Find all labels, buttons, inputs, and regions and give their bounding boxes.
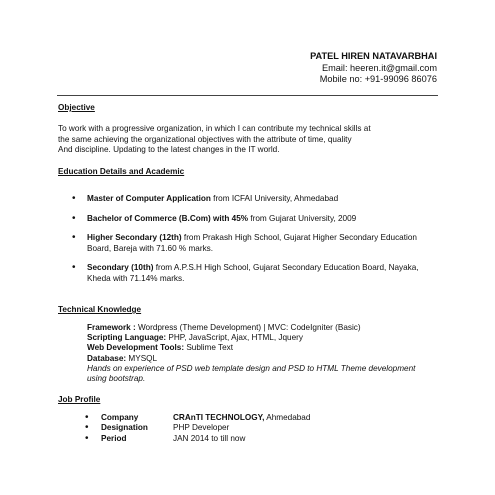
- company-location: Ahmedabad: [264, 413, 311, 422]
- objective-line: To work with a progressive organization, in which I can contribute my technical skills at: [58, 124, 371, 133]
- job-item-company: [58, 413, 310, 423]
- job-list: [58, 413, 310, 444]
- designation-label: Designation: [101, 423, 148, 433]
- framework-value: Wordpress (Theme Development) | MVC: CodeIgniter (Basic): [135, 323, 361, 332]
- scripting-label: Scripting Language:: [87, 333, 167, 343]
- education-item: [58, 263, 438, 284]
- framework-row: [87, 323, 437, 333]
- email-line: Email: heeren.it@gmail.com: [321, 62, 437, 73]
- contact-header: [310, 51, 437, 86]
- objective-heading: Objective: [58, 103, 95, 112]
- scripting-value: PHP, JavaScript, Ajax, HTML, Jquery: [166, 333, 303, 343]
- education-degree: Master of Computer Application: [87, 194, 211, 203]
- webtools-value: Sublime Text: [184, 343, 234, 353]
- scripting-row: [87, 333, 437, 343]
- company-label: Company: [101, 413, 139, 422]
- education-degree: Higher Secondary (12th): [87, 233, 182, 242]
- objective-line: And discipline. Updating to the latest changes in the IT world.: [58, 145, 280, 155]
- education-degree: Secondary (10th): [87, 263, 154, 272]
- technical-block: [87, 323, 437, 384]
- education-item: [58, 233, 438, 254]
- technical-heading: Technical Knowledge: [58, 305, 142, 314]
- education-item: [58, 194, 438, 205]
- job-heading: Job Profile: [58, 395, 101, 404]
- database-row: [87, 354, 437, 364]
- education-list: [58, 194, 438, 284]
- education-detail: from ICFAI University, Ahmedabad: [210, 194, 339, 203]
- database-value: MYSQL: [126, 353, 158, 363]
- mobile-line: Mobile no: +91-99096 86076: [319, 74, 437, 84]
- experience-note: Hands on experience of PSD web template design and PSD to HTML Theme development using bootstrap.: [87, 363, 416, 384]
- framework-label: Framework :: [87, 323, 136, 332]
- webtools-label: Web Development Tools:: [87, 343, 185, 353]
- designation-value: PHP Developer: [173, 423, 230, 433]
- objective-text: [58, 124, 438, 156]
- header-divider: [57, 95, 438, 96]
- education-degree: Bachelor of Commerce (B.Com) with 45%: [87, 213, 249, 223]
- candidate-name: PATEL HIREN NATAVARBHAI: [310, 51, 437, 61]
- period-label: Period: [101, 433, 127, 443]
- education-detail: from Gujarat University, 2009: [248, 213, 357, 223]
- objective-line: the same achieving the organizational objectives with the attribute of time, quality: [58, 134, 352, 144]
- period-value: JAN 2014 to till now: [173, 433, 246, 443]
- education-detail: from A.P.S.H High School, Gujarat Secondary Education Board, Nayaka, Kheda with 71.14% marks.: [87, 263, 419, 283]
- webtools-row: [87, 343, 437, 353]
- job-item-designation: [58, 423, 310, 433]
- education-item: [58, 214, 438, 225]
- job-item-period: [58, 434, 310, 444]
- company-name: CRAnTI TECHNOLOGY,: [173, 413, 265, 422]
- database-label: Database:: [87, 353, 127, 363]
- education-heading: Education Details and Academic: [58, 167, 185, 176]
- education-detail: from Prakash High School, Gujarat Higher Secondary Education Board, Bareja with 71.60 % marks.: [87, 233, 417, 253]
